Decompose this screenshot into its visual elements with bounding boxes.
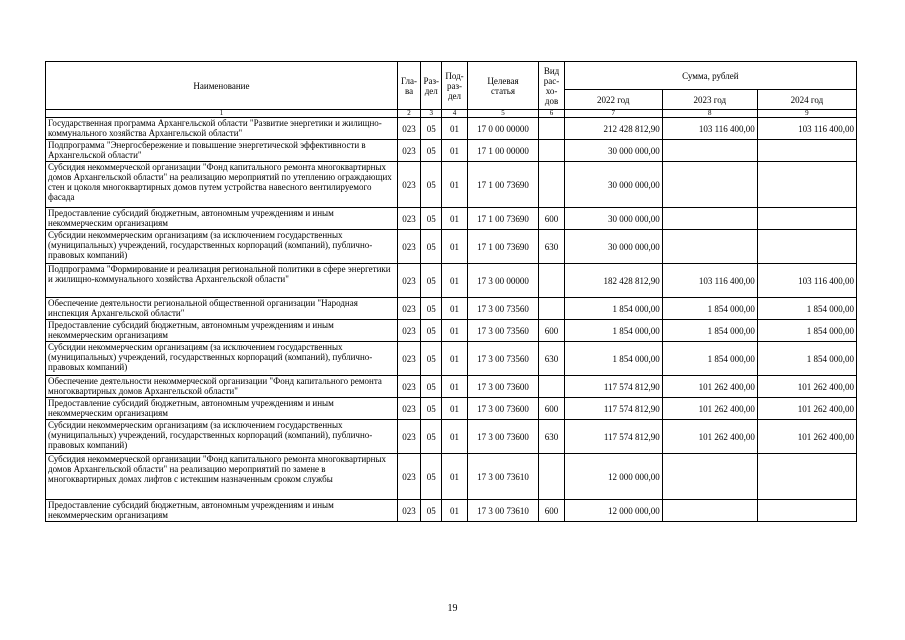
row-vid: 600 [539, 398, 564, 420]
row-sum-2023: 1 854 000,00 [662, 320, 757, 342]
row-sum-2024: 1 854 000,00 [757, 298, 856, 320]
row-vid: 630 [539, 230, 564, 264]
row-glava: 023 [397, 264, 420, 298]
row-name: Подпрограмма "Энергосбережение и повышение энергетической эффективности в Архангельской области" [46, 140, 398, 162]
row-podrazdel: 01 [442, 208, 467, 230]
row-sum-2024 [757, 500, 856, 522]
table-row [46, 500, 857, 522]
row-podrazdel: 01 [442, 420, 467, 454]
header-vid: Вид рас- хо- дов [539, 62, 564, 110]
row-glava: 023 [397, 500, 420, 522]
column-number: 5 [467, 110, 539, 118]
page-number: 19 [447, 603, 458, 614]
header-podrazdel: Под- раз- дел [442, 62, 467, 110]
column-number-row [46, 110, 857, 118]
row-glava: 023 [397, 118, 420, 140]
row-sum-2022: 12 000 000,00 [564, 500, 662, 522]
table-row [46, 162, 857, 208]
row-sum-2022: 212 428 812,90 [564, 118, 662, 140]
row-name: Субсидии некоммерческим организациям (за исключением государственных (муниципальных) учреждений, государственных корпораций (компаний), публично-правовых компаний) [46, 230, 398, 264]
row-name: Предоставление субсидий бюджетным, автономным учреждениям и иным некоммерческим организациям [46, 398, 398, 420]
row-target: 17 3 00 73560 [467, 298, 539, 320]
row-vid: 630 [539, 420, 564, 454]
row-name: Субсидии некоммерческим организациям (за исключением государственных (муниципальных) учреждений, государственных корпораций (компаний), публично-правовых компаний) [46, 342, 398, 376]
column-number: 4 [442, 110, 467, 118]
budget-table [45, 61, 857, 522]
table-row [46, 118, 857, 140]
table-row [46, 454, 857, 500]
column-number: 1 [46, 110, 398, 118]
row-target: 17 3 00 73600 [467, 376, 539, 398]
row-target: 17 1 00 73690 [467, 162, 539, 208]
row-glava: 023 [397, 376, 420, 398]
row-target: 17 1 00 73690 [467, 230, 539, 264]
row-sum-2023 [662, 230, 757, 264]
row-sum-2023: 101 262 400,00 [662, 420, 757, 454]
row-name: Обеспечение деятельности некоммерческой организации "Фонд капитального ремонта многоквартирных домов Архангельской области" [46, 376, 398, 398]
row-sum-2024 [757, 454, 856, 500]
table-row [46, 140, 857, 162]
row-vid: 600 [539, 500, 564, 522]
table-row [46, 398, 857, 420]
row-podrazdel: 01 [442, 298, 467, 320]
row-sum-2023 [662, 162, 757, 208]
row-sum-2023: 1 854 000,00 [662, 342, 757, 376]
header-name: Наименование [46, 62, 398, 110]
row-target: 17 3 00 00000 [467, 264, 539, 298]
row-glava: 023 [397, 420, 420, 454]
row-sum-2023 [662, 500, 757, 522]
row-target: 17 3 00 73560 [467, 320, 539, 342]
row-sum-2023 [662, 454, 757, 500]
row-target: 17 3 00 73600 [467, 398, 539, 420]
row-podrazdel: 01 [442, 264, 467, 298]
column-number: 2 [397, 110, 420, 118]
table-row [46, 230, 857, 264]
header-2024: 2024 год [757, 90, 856, 110]
row-sum-2024: 1 854 000,00 [757, 342, 856, 376]
header-target: Целевая статья [467, 62, 539, 110]
row-razdel: 05 [421, 298, 442, 320]
row-sum-2024: 101 262 400,00 [757, 420, 856, 454]
row-sum-2024: 103 116 400,00 [757, 264, 856, 298]
row-name: Субсидия некоммерческой организации "Фонд капитального ремонта многоквартирных домов Архангельской области" на реализацию мероприятий по утеплению ограждающих стен и цоколя многоквартирных домов путем устройства навесного вентилируемого фасада [46, 162, 398, 208]
row-target: 17 3 00 73600 [467, 420, 539, 454]
row-name: Подпрограмма "Формирование и реализация региональной политики в сфере энергетики и жилищно-коммунального хозяйства Архангельской области" [46, 264, 398, 298]
row-name: Обеспечение деятельности региональной общественной организации "Народная инспекция Архангельской области" [46, 298, 398, 320]
row-sum-2024 [757, 208, 856, 230]
row-razdel: 05 [421, 342, 442, 376]
row-name: Предоставление субсидий бюджетным, автономным учреждениям и иным некоммерческим организациям [46, 208, 398, 230]
row-razdel: 05 [421, 398, 442, 420]
row-sum-2024 [757, 140, 856, 162]
column-number: 8 [662, 110, 757, 118]
row-razdel: 05 [421, 500, 442, 522]
column-number: 7 [564, 110, 662, 118]
table-row [46, 420, 857, 454]
header-2022: 2022 год [564, 90, 662, 110]
row-name: Субсидия некоммерческой организации "Фонд капитального ремонта многоквартирных домов Архангельской области" на реализацию мероприятий по замене в многоквартирных домах лифтов с истекшим назначенным сроком службы [46, 454, 398, 500]
row-sum-2022: 30 000 000,00 [564, 230, 662, 264]
row-razdel: 05 [421, 230, 442, 264]
table-row [46, 208, 857, 230]
header-2023: 2023 год [662, 90, 757, 110]
row-target: 17 1 00 73690 [467, 208, 539, 230]
row-razdel: 05 [421, 454, 442, 500]
row-name: Государственная программа Архангельской области "Развитие энергетики и жилищно-коммунального хозяйства Архангельской области" [46, 118, 398, 140]
row-name: Предоставление субсидий бюджетным, автономным учреждениям и иным некоммерческим организациям [46, 500, 398, 522]
row-podrazdel: 01 [442, 230, 467, 264]
row-glava: 023 [397, 454, 420, 500]
row-razdel: 05 [421, 208, 442, 230]
row-sum-2024 [757, 162, 856, 208]
row-podrazdel: 01 [442, 320, 467, 342]
header-glava: Гла- ва [397, 62, 420, 110]
row-target: 17 3 00 73560 [467, 342, 539, 376]
row-target: 17 3 00 73610 [467, 454, 539, 500]
row-sum-2024: 101 262 400,00 [757, 398, 856, 420]
row-glava: 023 [397, 342, 420, 376]
column-number: 3 [421, 110, 442, 118]
row-podrazdel: 01 [442, 162, 467, 208]
header-sum: Сумма, рублей [564, 62, 856, 90]
row-sum-2023 [662, 140, 757, 162]
row-sum-2022: 30 000 000,00 [564, 162, 662, 208]
row-vid: 600 [539, 208, 564, 230]
row-podrazdel: 01 [442, 454, 467, 500]
row-sum-2022: 30 000 000,00 [564, 140, 662, 162]
row-sum-2022: 30 000 000,00 [564, 208, 662, 230]
row-sum-2024: 101 262 400,00 [757, 376, 856, 398]
row-vid: 600 [539, 320, 564, 342]
row-razdel: 05 [421, 140, 442, 162]
row-glava: 023 [397, 398, 420, 420]
row-sum-2022: 1 854 000,00 [564, 342, 662, 376]
table-row [46, 376, 857, 398]
row-glava: 023 [397, 298, 420, 320]
row-podrazdel: 01 [442, 140, 467, 162]
row-vid: 630 [539, 342, 564, 376]
table-body [46, 110, 857, 522]
row-sum-2024 [757, 230, 856, 264]
row-sum-2023: 1 854 000,00 [662, 298, 757, 320]
row-vid [539, 454, 564, 500]
row-target: 17 1 00 00000 [467, 140, 539, 162]
row-sum-2022: 117 574 812,90 [564, 420, 662, 454]
row-glava: 023 [397, 140, 420, 162]
row-sum-2022: 117 574 812,90 [564, 376, 662, 398]
row-sum-2024: 103 116 400,00 [757, 118, 856, 140]
row-podrazdel: 01 [442, 398, 467, 420]
header-razdel: Раз- дел [421, 62, 442, 110]
table-row [46, 264, 857, 298]
row-razdel: 05 [421, 376, 442, 398]
column-number: 6 [539, 110, 564, 118]
row-vid [539, 298, 564, 320]
row-podrazdel: 01 [442, 376, 467, 398]
row-sum-2022: 1 854 000,00 [564, 320, 662, 342]
row-target: 17 0 00 00000 [467, 118, 539, 140]
row-sum-2022: 117 574 812,90 [564, 398, 662, 420]
row-target: 17 3 00 73610 [467, 500, 539, 522]
row-name: Предоставление субсидий бюджетным, автономным учреждениям и иным некоммерческим организациям [46, 320, 398, 342]
row-sum-2022: 12 000 000,00 [564, 454, 662, 500]
row-sum-2023: 103 116 400,00 [662, 264, 757, 298]
row-sum-2023: 103 116 400,00 [662, 118, 757, 140]
row-glava: 023 [397, 162, 420, 208]
column-number: 9 [757, 110, 856, 118]
row-razdel: 05 [421, 118, 442, 140]
row-sum-2023: 101 262 400,00 [662, 376, 757, 398]
row-razdel: 05 [421, 420, 442, 454]
table-row [46, 342, 857, 376]
row-vid [539, 140, 564, 162]
row-sum-2023 [662, 208, 757, 230]
row-sum-2023: 101 262 400,00 [662, 398, 757, 420]
row-razdel: 05 [421, 320, 442, 342]
row-vid [539, 162, 564, 208]
row-name: Субсидии некоммерческим организациям (за исключением государственных (муниципальных) учреждений, государственных корпораций (компаний), публично-правовых компаний) [46, 420, 398, 454]
row-vid [539, 376, 564, 398]
row-sum-2024: 1 854 000,00 [757, 320, 856, 342]
table-row [46, 298, 857, 320]
row-glava: 023 [397, 208, 420, 230]
table-row [46, 320, 857, 342]
row-sum-2022: 1 854 000,00 [564, 298, 662, 320]
row-glava: 023 [397, 320, 420, 342]
table-header [46, 62, 857, 110]
row-podrazdel: 01 [442, 342, 467, 376]
row-razdel: 05 [421, 162, 442, 208]
row-glava: 023 [397, 230, 420, 264]
row-sum-2022: 182 428 812,90 [564, 264, 662, 298]
row-vid [539, 264, 564, 298]
row-podrazdel: 01 [442, 118, 467, 140]
row-podrazdel: 01 [442, 500, 467, 522]
row-vid [539, 118, 564, 140]
row-razdel: 05 [421, 264, 442, 298]
